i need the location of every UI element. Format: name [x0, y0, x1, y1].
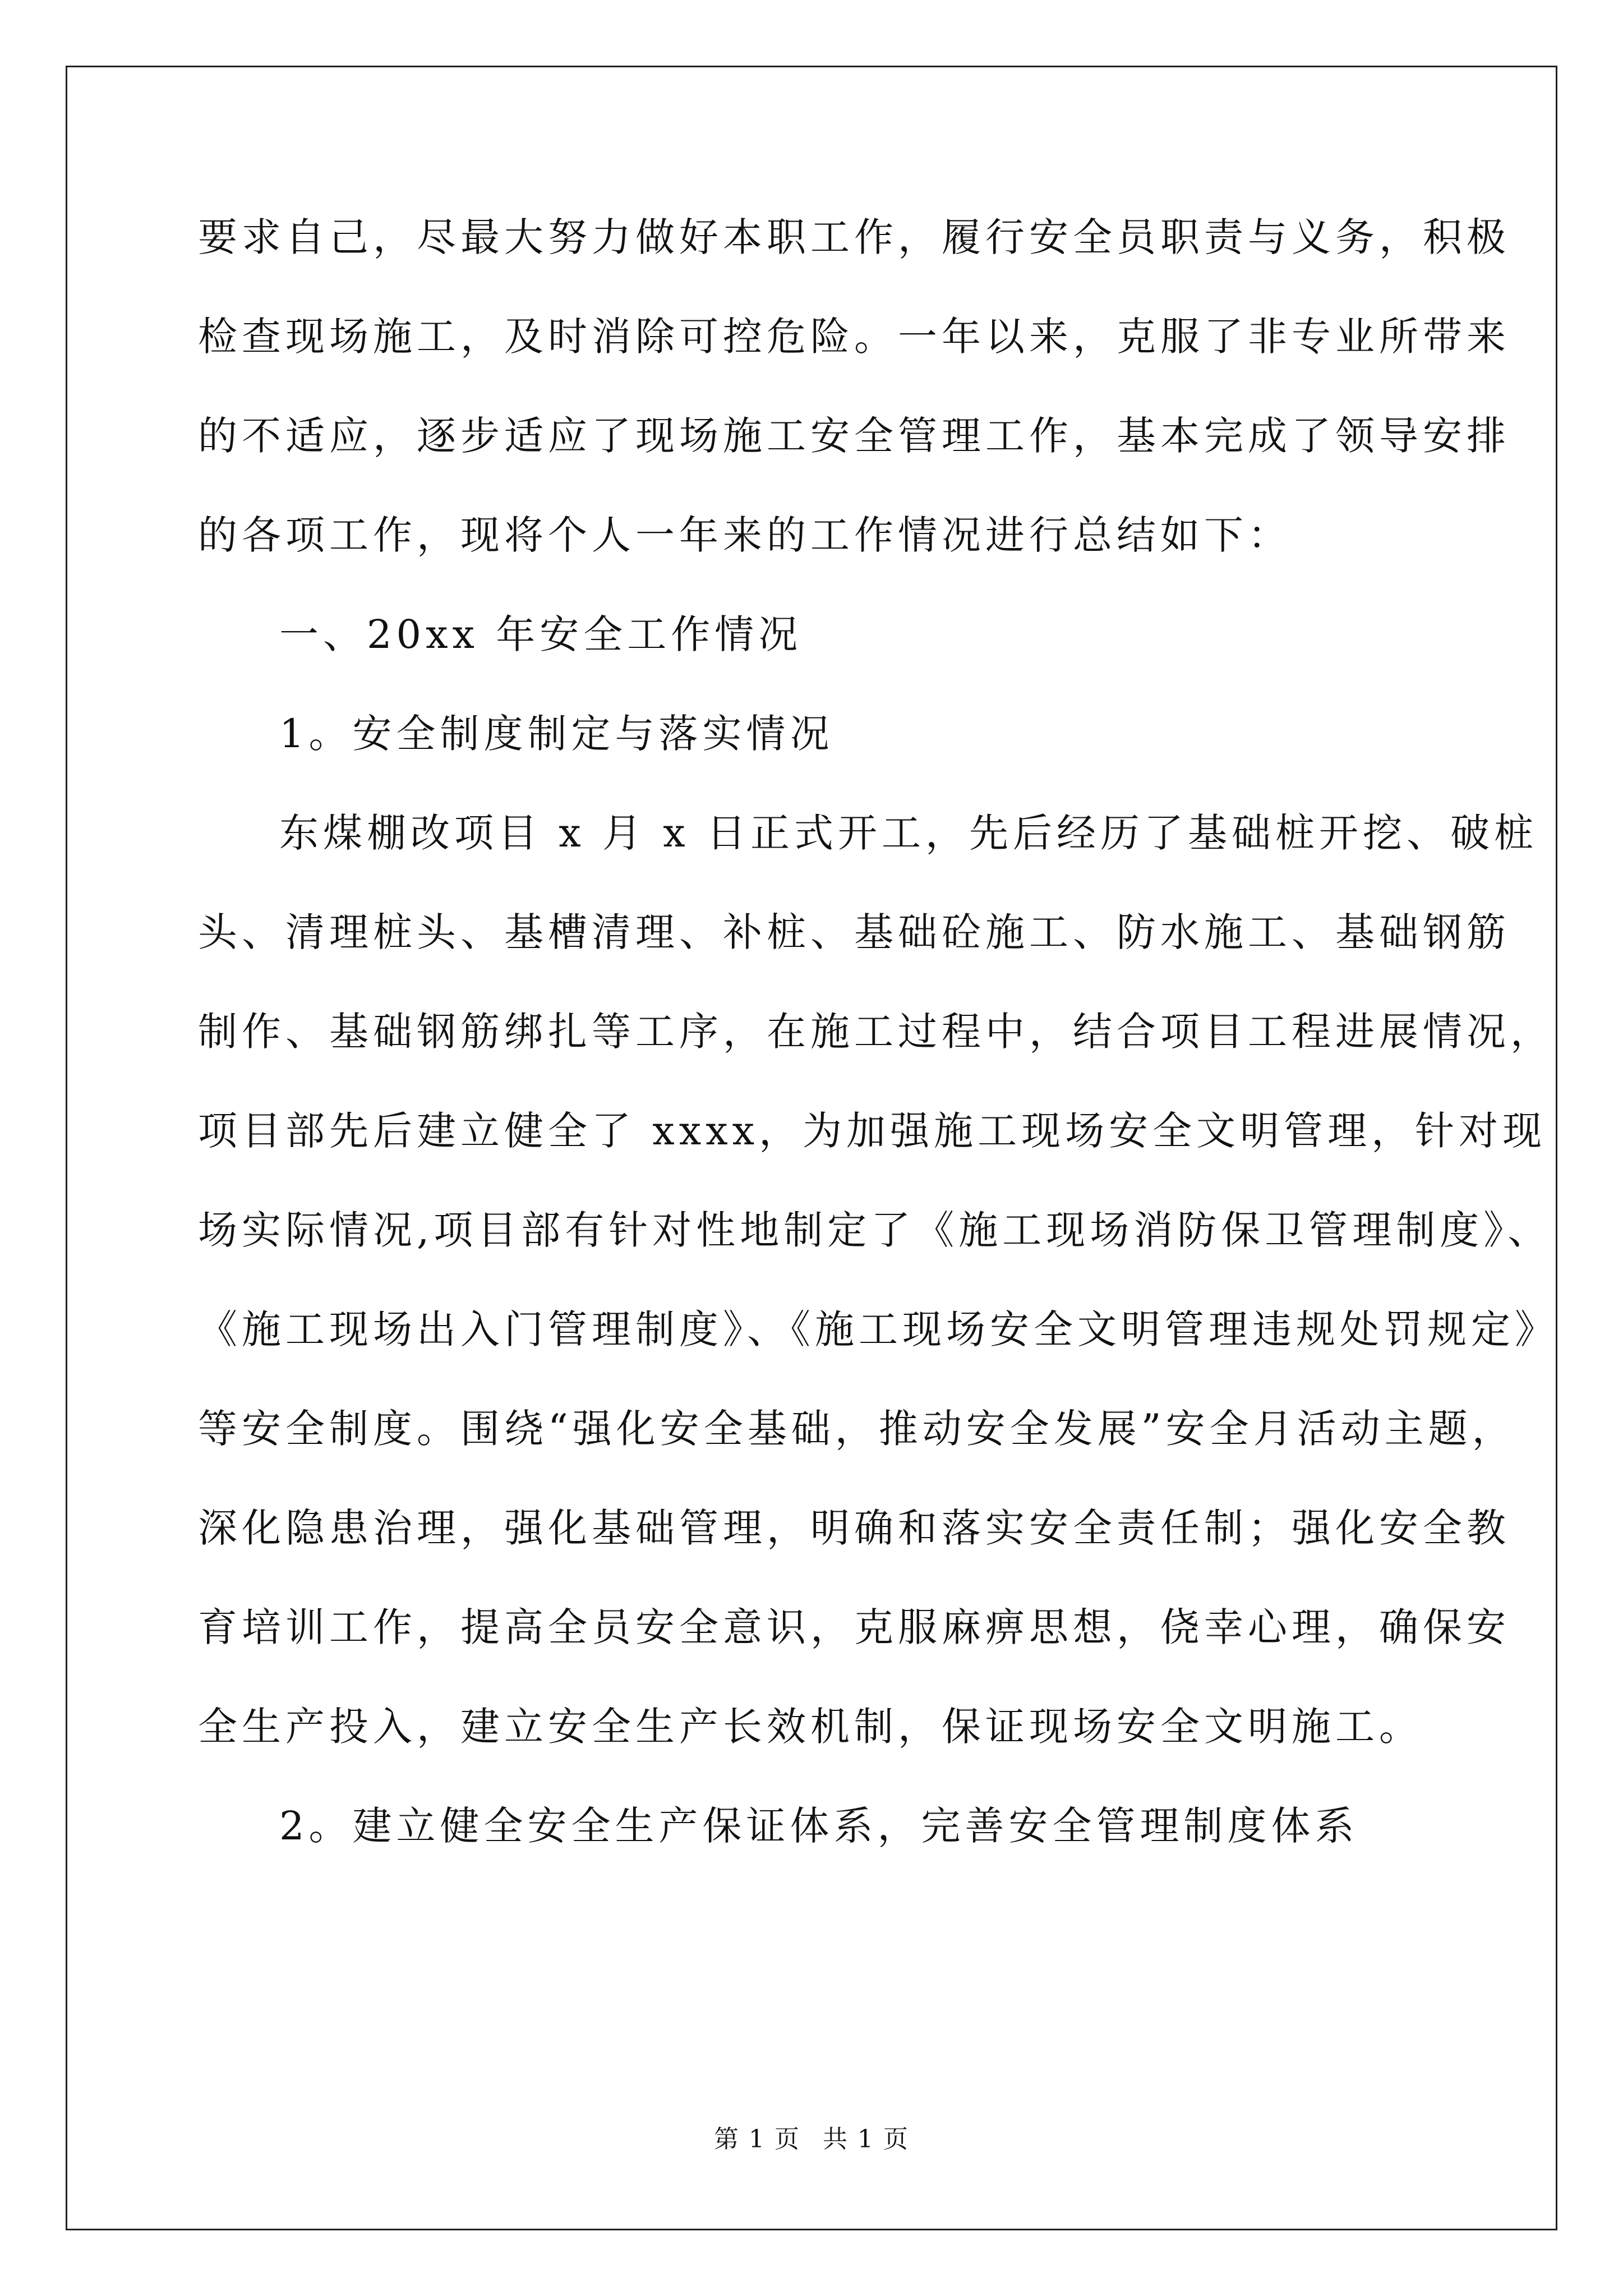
current-page-number: 第 1 页	[714, 2125, 800, 2154]
text-line: 育培训工作，提高全员安全意识，克服麻痹思想，侥幸心理，确保安	[198, 1604, 1510, 1650]
text-line: 头、清理桩头、基槽清理、补桩、基础砼施工、防水施工、基础钢筋	[198, 909, 1510, 955]
text-line: 东煤棚改项目 x 月 x 日正式开工，先后经历了基础桩开挖、破桩	[279, 810, 1538, 856]
text-line: 的不适应，逐步适应了现场施工安全管理工作，基本完成了领导安排	[198, 413, 1510, 459]
text-line: 要求自己，尽最大努力做好本职工作，履行安全员职责与义务，积极	[198, 214, 1510, 260]
text-line: 等安全制度。围绕“强化安全基础，推动安全发展”安全月活动主题，	[198, 1406, 1516, 1452]
total-page-count: 共 1 页	[823, 2125, 909, 2154]
text-line: 的各项工作，现将个人一年来的工作情况进行总结如下：	[198, 512, 1292, 558]
text-line: 《施工现场出入门管理制度》、《施工现场安全文明管理违规处罚规定》	[198, 1306, 1559, 1352]
text-line: 制作、基础钢筋绑扎等工序，在施工过程中，结合项目工程进展情况，	[198, 1009, 1554, 1055]
page-footer	[0, 2123, 1623, 2156]
text-line: 检查现场施工，及时消除可控危险。一年以来，克服了非专业所带来	[198, 314, 1510, 360]
text-line: 全生产投入，建立安全生产长效机制，保证现场安全文明施工。	[198, 1704, 1423, 1750]
text-line: 项目部先后建立健全了 xxxx，为加强施工现场安全文明管理，针对现	[198, 1108, 1547, 1154]
subsection-heading: 1。安全制度制定与落实情况	[279, 711, 834, 757]
text-line: 深化隐患治理，强化基础管理，明确和落实安全责任制；强化安全教	[198, 1505, 1510, 1551]
section-heading: 一、20xx 年安全工作情况	[279, 611, 803, 657]
text-line: 场实际情况,项目部有针对性地制定了《施工现场消防保卫管理制度》、	[198, 1207, 1552, 1253]
subsection-heading: 2。建立健全安全生产保证体系，完善安全管理制度体系	[279, 1803, 1359, 1849]
